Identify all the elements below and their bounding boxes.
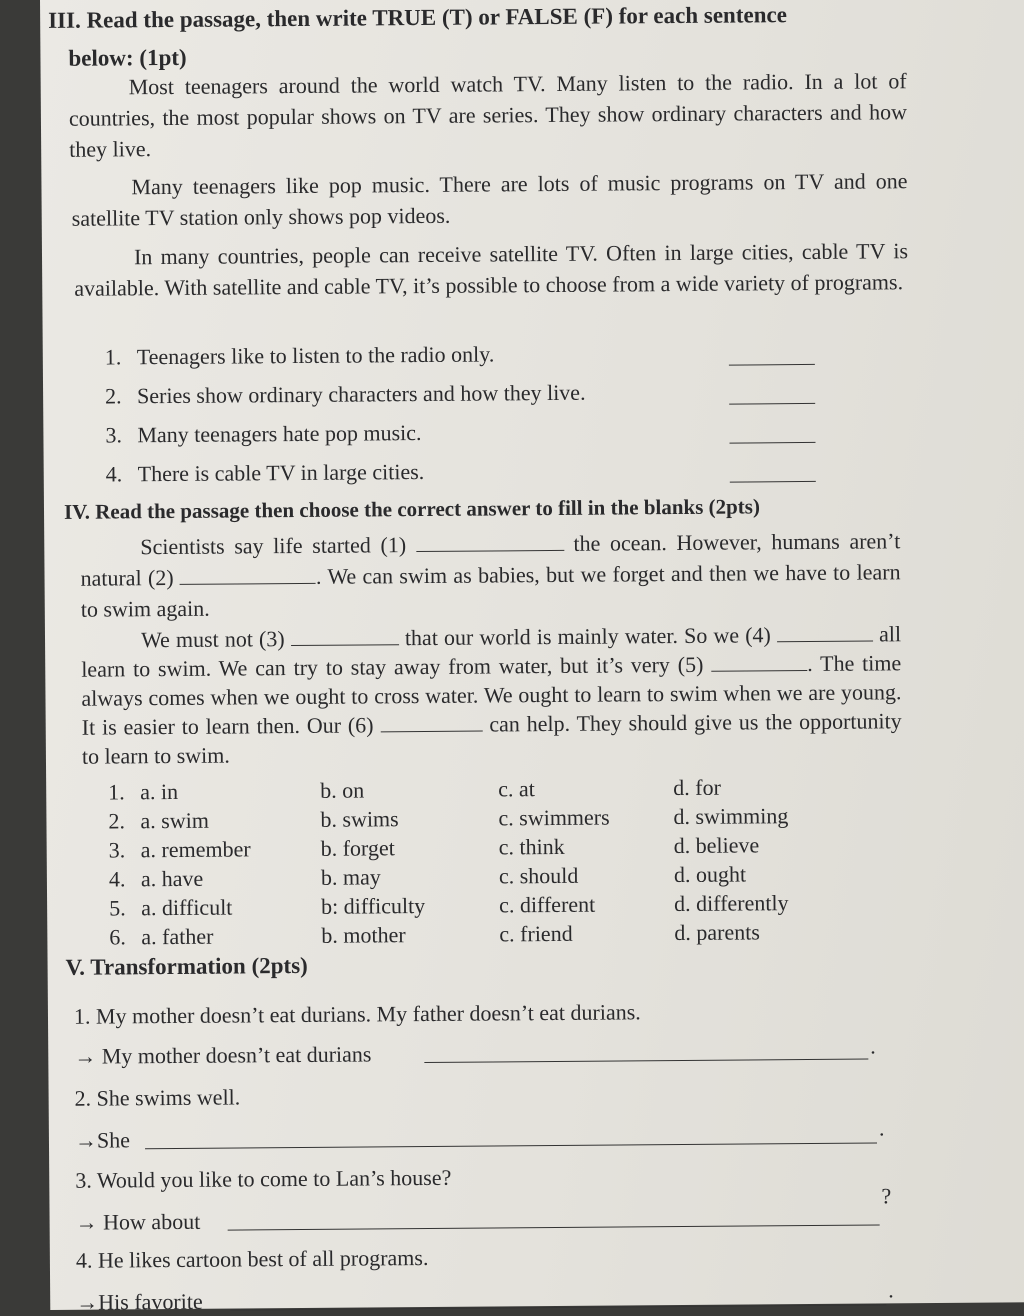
tf-question-3: 3. Many teenagers hate pop music. bbox=[105, 420, 422, 448]
tf-answer-blank-4[interactable] bbox=[730, 459, 816, 483]
option-1a[interactable]: a. in bbox=[140, 778, 179, 805]
option-6c[interactable]: c. friend bbox=[499, 920, 573, 947]
option-2a[interactable]: a. swim bbox=[140, 807, 209, 834]
transform-prompt-4: 4. He likes cartoon best of all programs. bbox=[75, 1244, 429, 1273]
option-5a[interactable]: a. difficult bbox=[141, 894, 233, 921]
gap-blank-2[interactable] bbox=[180, 563, 316, 585]
answer-end-1: . bbox=[870, 1033, 876, 1059]
gap-blank-3[interactable] bbox=[291, 624, 399, 646]
section-5-title: V. Transformation (2pts) bbox=[65, 952, 308, 980]
section-3-paragraph-2: Many teenagers like pop music. There are lots of music programs on TV and one satellite TV station only shows pop videos. bbox=[71, 168, 908, 231]
option-5d[interactable]: d. differently bbox=[674, 890, 789, 917]
option-5c[interactable]: c. different bbox=[499, 891, 596, 918]
worksheet-page: III. Read the passage, then write TRUE (T) or FALSE (F) for each sentence below: (1pt) Most teenagers around the world watch TV. Many listen to the radio. In a lot of countries, the most popular shows on TV are series. They show ordinary characters and how they live. Many teenagers like pop music. There are lots of music programs on TV and one satellite TV station only shows pop videos. In many countries, people can receive satellite TV. Often in large cities, cable TV is available. With satellite and cable TV, it’s possible to choose from a wide variety of programs. 1. Teenagers like to listen to the radio only. 2. Series show ordinary characters and how they live. 3. Many teenagers hate pop music. 4. There is cable TV in large cities. IV. Read the passage then choose the correct answer to fill in the blanks (2pts) Scientists say life started (1) the ocean. However, humans aren’t natural (2) . We can swim as babies, but we forget and then we have to learn to swim again. We must not (3) that our world is mainly water. So we (4) all learn to swim. We can try to stay away from water, but it’s very (5) . The time always comes when we ought to cross water. We ought to learn to swim when we are young. It is easier to learn then. Our (6) can help. They should give us the opportunity to learn to swim. 1. a. in b. on c. at d. for 2. a. swim b. swims c. swimmers d. swimming 3. a. remember b. forget c. think d. believe 4. a. have b. may c. should d. ought 5. a. difficult b: difficulty c. different d. differently 6. a. father b. mother c. friend d. parents V. Transformation (2pts) 1. My mother doesn’t eat durians. My father doesn’t eat durians. → My mother doesn’t eat durians . 2. She swims well. →She . 3. Would you like to come to Lan’s house? → How about ? 4. He likes cartoon best of all programs. →His favorite . bbox=[40, 0, 1024, 1310]
option-6a[interactable]: a. father bbox=[141, 923, 214, 950]
answer-end-3: ? bbox=[881, 1183, 892, 1209]
option-3c[interactable]: c. think bbox=[498, 833, 565, 860]
section-4-paragraph-2: We must not (3) that our world is mainly water. So we (4) all learn to swim. We can try to stay away from water, but it’s very (5) . The time always comes when we ought to cross water. We ought to learn to swim when we are young. It is easier to learn then. Our (6) can help. They should give us the opportunity to learn to swim. bbox=[81, 621, 902, 769]
gap-blank-5[interactable] bbox=[711, 650, 807, 672]
option-6b[interactable]: b. mother bbox=[321, 922, 406, 948]
option-5b[interactable]: b: difficulty bbox=[321, 893, 426, 919]
transform-answer-3: → How about bbox=[75, 1208, 201, 1235]
section-4-title: IV. Read the passage then choose the correct answer to fill in the blanks (2pts) bbox=[63, 494, 761, 524]
transform-answer-2: →She bbox=[74, 1127, 131, 1153]
tf-question-1: 1. Teenagers like to listen to the radio only. bbox=[104, 341, 495, 370]
option-1b[interactable]: b. on bbox=[320, 777, 365, 803]
tf-answer-blank-2[interactable] bbox=[729, 381, 815, 405]
option-6d[interactable]: d. parents bbox=[674, 919, 760, 946]
section-4-paragraph-1: Scientists say life started (1) the ocean. However, humans aren’t natural (2) . We can swim as babies, but we forget and then we have to learn to swim again. bbox=[80, 528, 901, 622]
tf-question-2: 2. Series show ordinary characters and how they live. bbox=[105, 379, 586, 409]
answer-end-2: . bbox=[878, 1115, 885, 1141]
option-4d[interactable]: d. ought bbox=[673, 861, 747, 888]
gap-blank-4[interactable] bbox=[777, 620, 873, 642]
option-4b[interactable]: b. may bbox=[320, 864, 381, 890]
section-3-paragraph-3: In many countries, people can receive satellite TV. Often in large cities, cable TV is available. With satellite and cable TV, it’s possible to choose from a wide variety of programs. bbox=[74, 238, 909, 301]
transform-prompt-2: 2. She swims well. bbox=[74, 1084, 241, 1111]
option-3d[interactable]: d. believe bbox=[673, 832, 760, 859]
tf-question-4: 4. There is cable TV in large cities. bbox=[105, 458, 425, 487]
tf-answer-blank-3[interactable] bbox=[729, 420, 815, 444]
transform-answer-4: →His favorite bbox=[76, 1288, 203, 1315]
answer-line-4[interactable] bbox=[230, 1303, 886, 1310]
option-2b[interactable]: b. swims bbox=[320, 806, 399, 832]
option-2c[interactable]: c. swimmers bbox=[498, 804, 610, 831]
section-3-title-cont: below: (1pt) bbox=[68, 44, 187, 71]
answer-end-4: . bbox=[888, 1277, 894, 1303]
option-3a[interactable]: a. remember bbox=[140, 836, 251, 863]
option-3b[interactable]: b. forget bbox=[320, 835, 395, 861]
option-2d[interactable]: d. swimming bbox=[673, 803, 789, 830]
answer-line-2[interactable] bbox=[145, 1141, 877, 1149]
tf-answer-blank-1[interactable] bbox=[729, 342, 815, 366]
transform-answer-1: → My mother doesn’t eat durians bbox=[74, 1041, 372, 1069]
option-1c[interactable]: c. at bbox=[498, 776, 535, 802]
gap-blank-1[interactable] bbox=[416, 530, 564, 552]
gap-blank-6[interactable] bbox=[380, 711, 482, 733]
transform-prompt-3: 3. Would you like to come to Lan’s house? bbox=[75, 1164, 452, 1193]
transform-prompt-1: 1. My mother doesn’t eat durians. My father doesn’t eat durians. bbox=[73, 999, 641, 1029]
answer-line-3[interactable] bbox=[228, 1223, 880, 1230]
section-3-title: III. Read the passage, then write TRUE (T) or FALSE (F) for each sentence bbox=[48, 2, 787, 33]
option-1d[interactable]: d. for bbox=[673, 774, 721, 801]
section-3-paragraph-1: Most teenagers around the world watch TV. Many listen to the radio. In a lot of countries, the most popular shows on TV are series. They show ordinary characters and how they live. bbox=[68, 68, 908, 162]
answer-line-1[interactable] bbox=[424, 1058, 868, 1063]
option-4a[interactable]: a. have bbox=[140, 865, 204, 892]
option-4c[interactable]: c. should bbox=[498, 862, 579, 889]
